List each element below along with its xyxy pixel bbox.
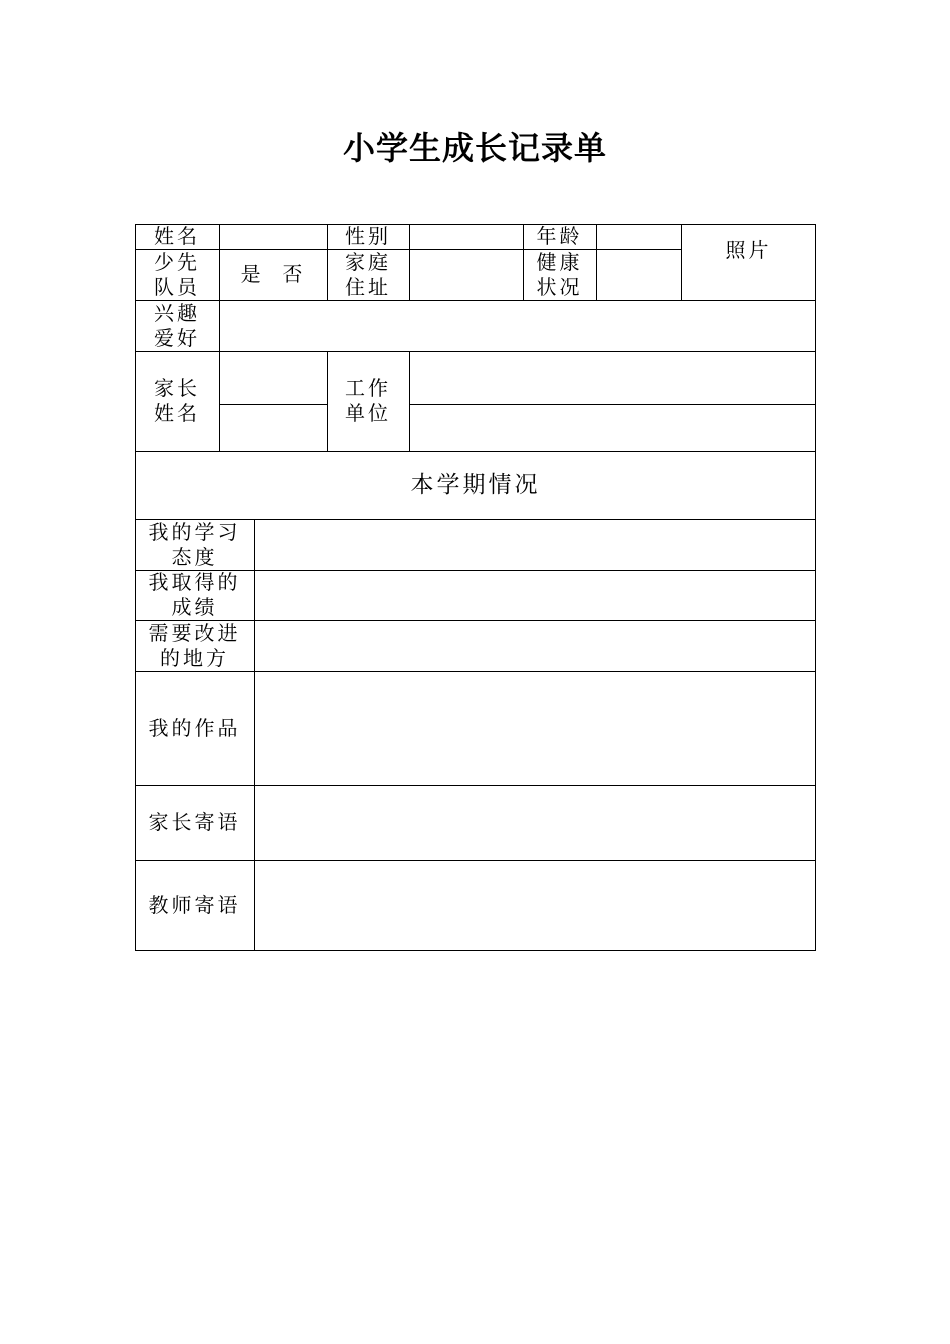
gender-label: 性别: [345, 224, 391, 248]
pioneer-options[interactable]: 是 否: [240, 262, 306, 286]
address-label: 家庭 住址: [345, 249, 391, 299]
photo-label: 照片: [725, 237, 772, 262]
rule: [219, 300, 220, 351]
achievements-label: 我取得的 成绩: [148, 570, 241, 619]
rule: [135, 351, 816, 352]
study-attitude-label: 我的学习 态度: [148, 519, 241, 569]
rule: [254, 519, 255, 951]
parent-name-label: 家长 姓名: [154, 376, 200, 425]
rule: [409, 224, 410, 300]
rule: [596, 224, 597, 300]
improvements-label: 需要改进 的地方: [148, 620, 241, 670]
rule: [219, 351, 220, 451]
semester-heading: 本学期情况: [410, 471, 541, 498]
rule: [409, 351, 410, 451]
age-label: 年龄: [536, 224, 583, 248]
teacher-message-label: 教师寄语: [148, 893, 241, 917]
page-title: 小学生成长记录单: [342, 129, 607, 167]
workplace-label: 工作 单位: [345, 376, 391, 425]
health-label: 健康 状况: [536, 249, 583, 299]
parent-message-label: 家长寄语: [148, 810, 241, 834]
rule: [409, 404, 816, 405]
my-works-label: 我的作品: [148, 715, 241, 740]
rule: [219, 404, 327, 405]
hobby-label: 兴趣 爱好: [154, 300, 200, 350]
pioneer-label: 少先 队员: [154, 249, 200, 299]
name-label: 姓名: [154, 224, 200, 248]
rule: [135, 300, 816, 301]
